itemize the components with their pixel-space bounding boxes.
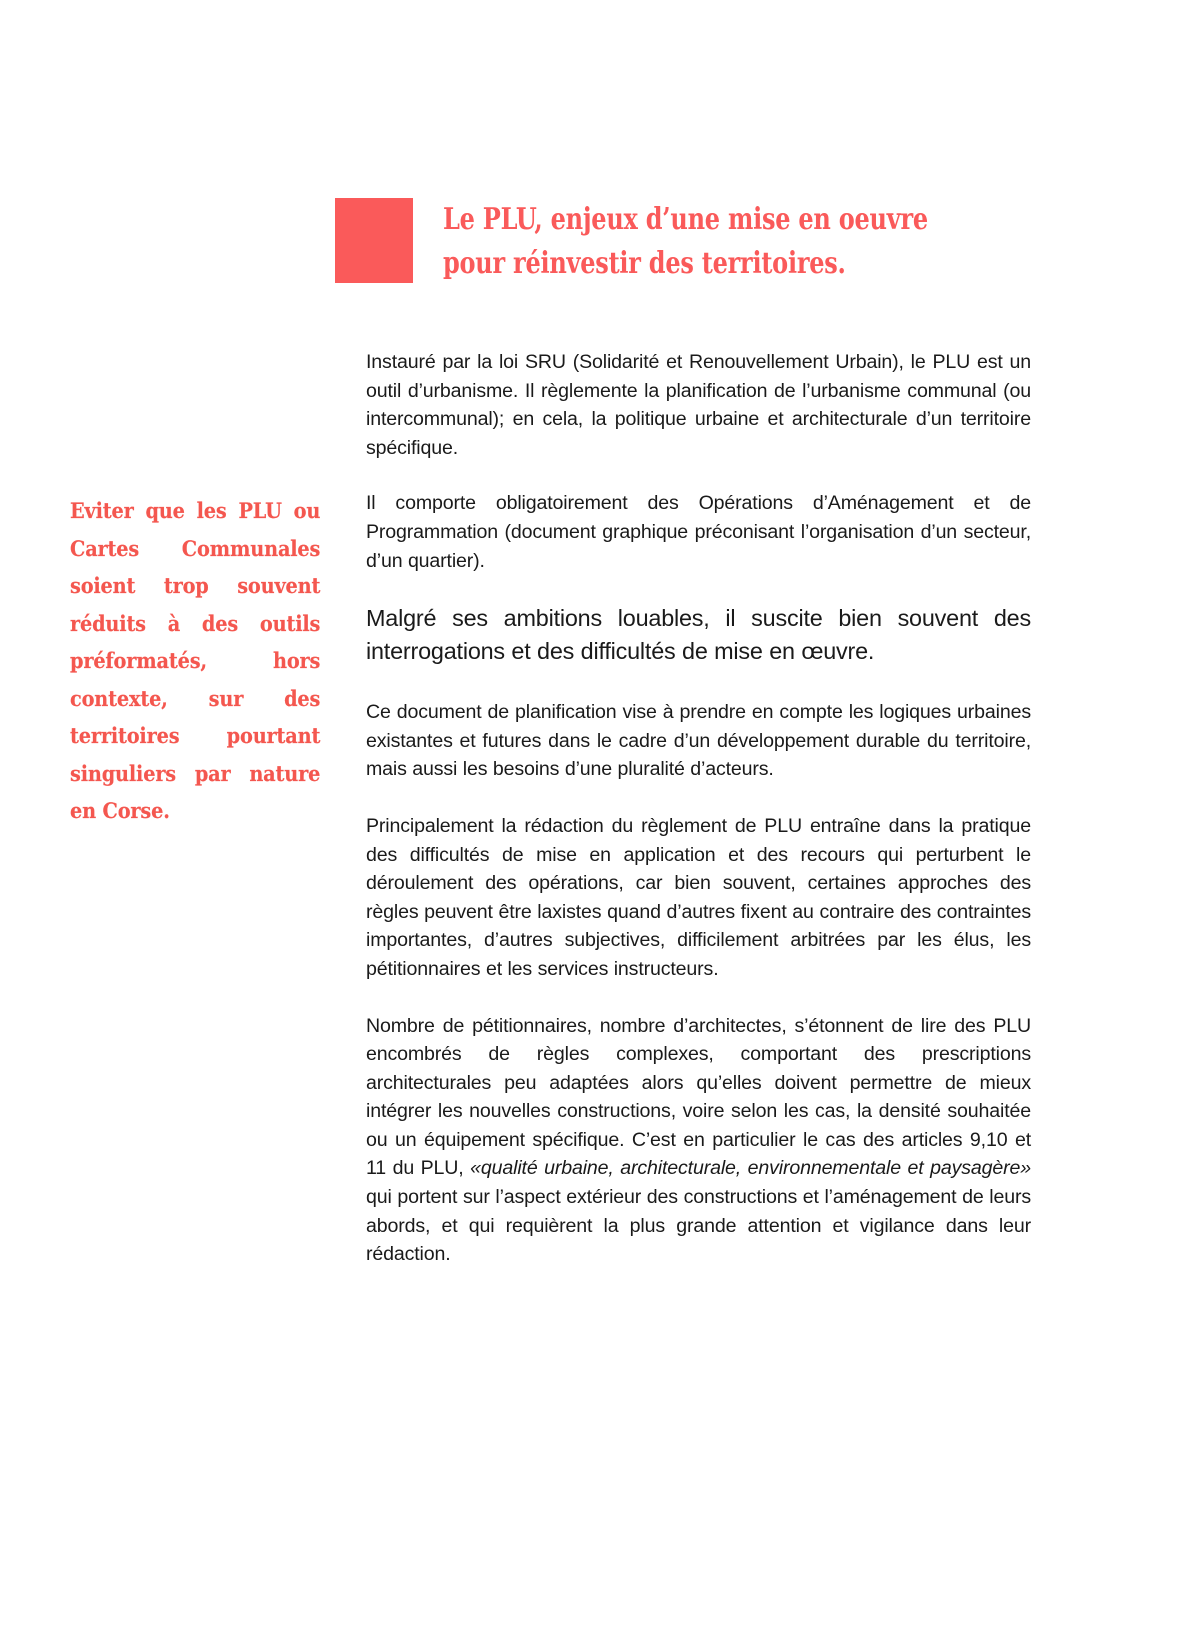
paragraph-nombre-quoted-italic: «qualité urbaine, architecturale, environnementale et paysagère» (470, 1157, 1031, 1180)
paragraph-comporte: Il comporte obligatoirement des Opérations d’Aménagement et de Programmation (document graphique préconisant l’organisation d’un secteur, d’un quartier). (366, 492, 1031, 572)
document-header (335, 198, 1055, 286)
paragraph-principalement: Principalement la rédaction du règlement de PLU entraîne dans la pratique des difficultés de mise en application et des recours qui perturbent le déroulement des opérations, car bien souvent, certaines approches des règles peuvent être laxistes quand d’autres fixent au contraire des contraintes importantes, d’autres subjectives, difficilement arbitrées par les élus, les pétitionnaires et les services instructeurs. (366, 814, 1031, 980)
paragraph-nombre-text-after: qui portent sur l’aspect extérieur des constructions et l’aménagement de leurs abords, et qui requièrent la plus grande attention et vigilance dans leur rédaction. (366, 1186, 1031, 1266)
header-color-swatch (335, 198, 413, 283)
page-title (443, 198, 928, 286)
paragraph-nombre-text-before: Nombre de pétitionnaires, nombre d’architectes, s’étonnent de lire des PLU encombrés de règles complexes, comportant des prescriptions architecturales peu adaptées alors qu’elles doivent permettre de mieux intégrer les nouvelles constructions, voire selon les cas, la densité souhaitée ou un équipement spécifique. C’est en particulier le cas des articles 9,10 et 11 du PLU, (366, 1014, 1031, 1180)
paragraph-nombre (366, 1012, 1031, 1269)
page-title-line-1: Le PLU, enjeux d’une mise en oeuvre (443, 202, 928, 237)
body-column (366, 348, 1031, 1269)
pull-quote: Eviter que les PLU ou Cartes Communales soient trop souvent réduits à des outils préformatés, hors contexte, sur des territoires pourtant singuliers par nature en Corse. (70, 498, 321, 823)
paragraph-ce-document: Ce document de planification vise à prendre en compte les logiques urbaines existantes et futures dans le cadre d’un développement durable du territoire, mais aussi les besoins d’une pluralité d’acteurs. (366, 701, 1031, 781)
paragraph-malgre: Malgré ses ambitions louables, il suscite bien souvent des interrogations et des difficultés de mise en œuvre. (366, 605, 1031, 665)
page-title-line-2: pour réinvestir des territoires. (443, 246, 846, 281)
paragraph-instaure: Instauré par la loi SRU (Solidarité et Renouvellement Urbain), le PLU est un outil d’urbanisme. Il règlemente la planification de l’urbanisme communal (ou intercommunal); en cela, la politique urbaine et architecturale d’un territoire spécifique. (366, 351, 1031, 459)
